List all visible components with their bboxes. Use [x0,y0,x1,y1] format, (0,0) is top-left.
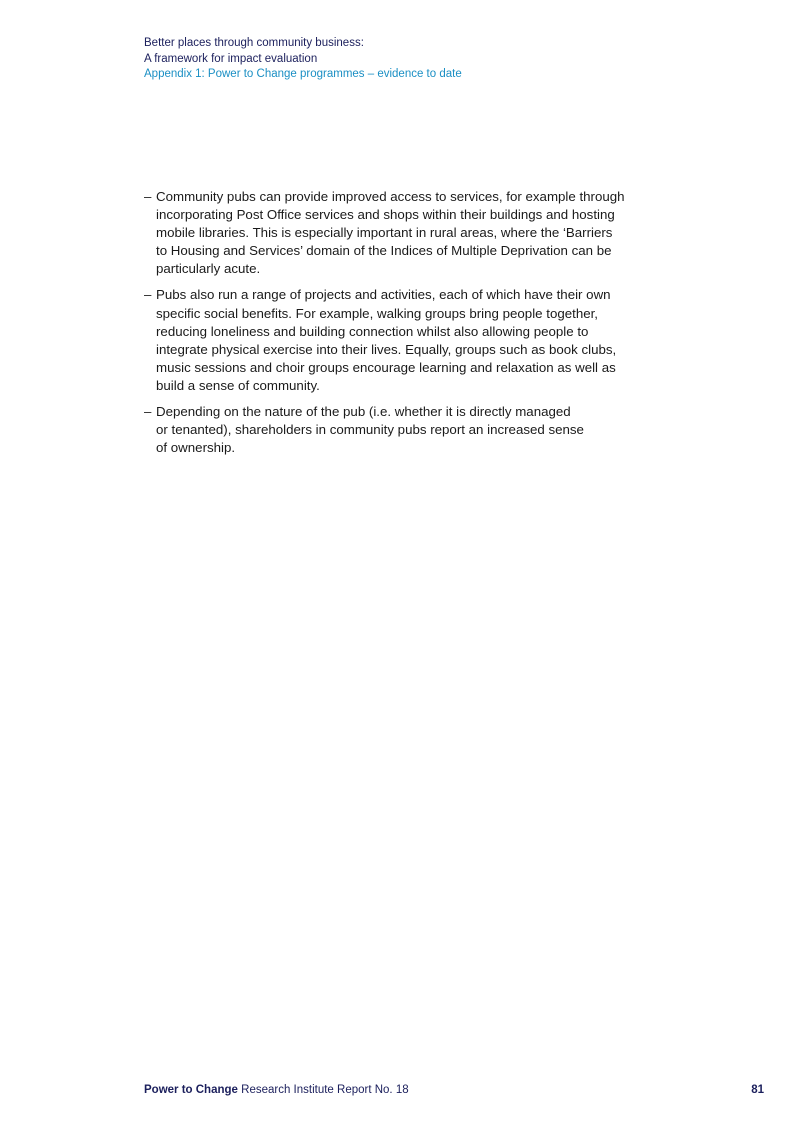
body-content [144,188,684,465]
bullet-text-line: build a sense of community. [156,377,320,393]
bullet-dash: – [144,404,152,420]
bullet-text-line: Community pubs can provide improved access to services, for example through [156,189,625,204]
bullet-text-line: music sessions and choir groups encourage learning and relaxation as well as [156,359,616,375]
bullet-item-ownership [144,403,684,457]
bullet-text-line: reducing loneliness and building connection whilst also allowing people to [156,323,589,339]
footer-brand: Power to Change [144,1084,238,1096]
header-section-subtitle: Appendix 1: Power to Change programmes – evidence to date [144,68,462,80]
bullet-text-line: Depending on the nature of the pub (i.e. whether it is directly managed [156,404,571,420]
bullet-text-line: incorporating Post Office services and shops within their buildings and hosting [156,207,615,223]
bullet-dash: – [144,189,152,204]
bullet-text-line: specific social benefits. For example, walking groups bring people together, [156,305,598,321]
bullet-text-line: to Housing and Services’ domain of the Indices of Multiple Deprivation can be [156,243,612,259]
bullet-item-access-to-services [144,188,684,278]
bullet-text-line: of ownership. [156,440,236,456]
bullet-list [144,188,684,457]
bullet-item-projects-activities [144,286,684,395]
header-title-line-2: A framework for impact evaluation [144,52,318,65]
bullet-text-line: Pubs also run a range of projects and activities, each of which have their own [156,287,611,303]
page-number: 81 [751,1084,764,1096]
header-title-line-1: Better places through community business: [144,37,364,49]
bullet-text-line: mobile libraries. This is especially important in rural areas, where the ‘Barriers [156,225,613,241]
bullet-text-line: particularly acute. [156,261,261,277]
bullet-text-line: or tenanted), shareholders in community pubs report an increased sense [156,422,584,438]
footer-report-title: Research Institute Report No. 18 [237,1084,409,1096]
bullet-dash: – [144,287,152,303]
bullet-text-line: integrate physical exercise into their lives. Equally, groups such as book clubs, [156,341,617,357]
running-header [144,36,462,83]
page-footer [144,1082,764,1098]
